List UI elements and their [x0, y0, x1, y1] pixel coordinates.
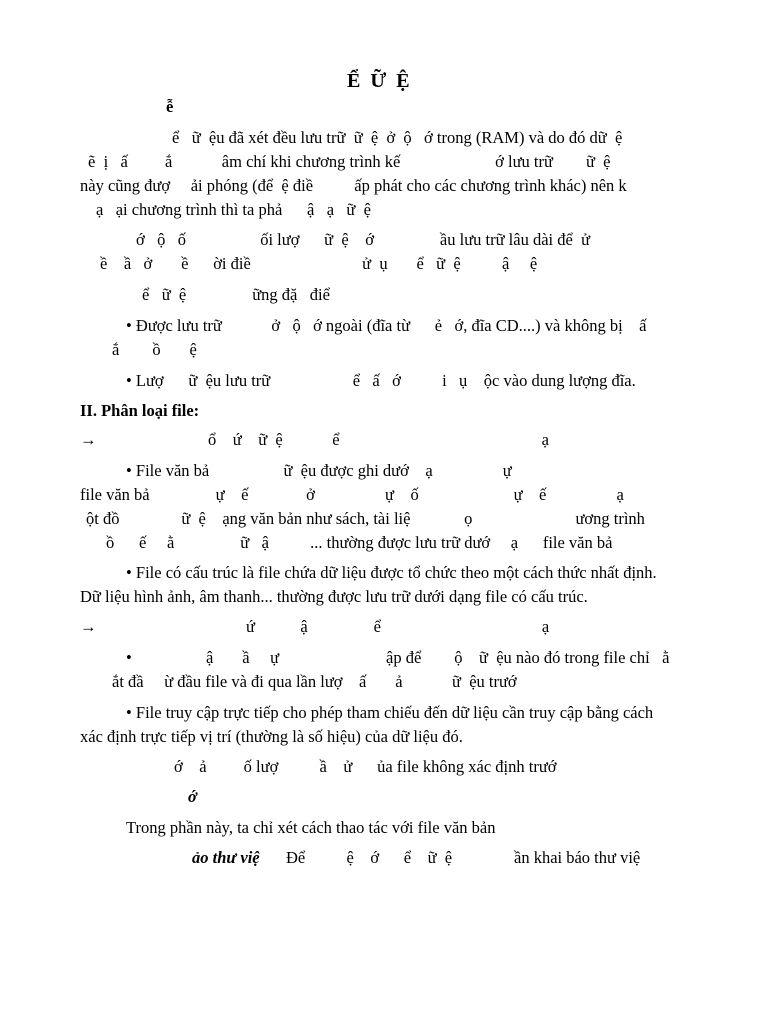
section-heading: II. Phân loại file: [80, 401, 200, 420]
section-heading: ảo thư việ [192, 848, 260, 867]
text-line: ắ ồ ệ [112, 340, 197, 359]
text-line: ập để ộ ữ ệu nào đó trong file chỉ ằ [386, 648, 670, 667]
bullet-line: • [126, 648, 132, 667]
document-title: Ể Ữ Ệ [347, 70, 410, 92]
text-line: ể ữ ệu đã xét đều lưu trữ ữ ệ ở ộ ớ trong (RAM) và do đó dữ ệ [172, 128, 623, 147]
bullet-line: • Lượ ữ ệu lưu trữ ể ấ ớ i ụ ộc vào dung lượng đĩa. [126, 371, 636, 390]
bullet-line: • Được lưu trữ ở ộ ớ ngoài (đĩa từ ẻ ớ, đĩa CD....) và không bị ấ [126, 316, 647, 335]
arrow-icon: → [80, 617, 97, 636]
text-line: Trong phần này, ta chỉ xét cách thao tác với file văn bản [126, 818, 496, 837]
text-line: Dữ liệu hình ảnh, âm thanh... thường được lưu trữ dưới dạng file có cấu trúc. [80, 587, 588, 606]
text-line: này cũng đượ ải phóng (để ệ điề ấp phát cho các chương trình khác) nên k [80, 176, 627, 195]
bullet-line: • File truy cập trực tiếp cho phép tham chiếu đến dữ liệu cần truy cập bằng cách [126, 703, 654, 722]
text-line: ứ ậ ể ạ [246, 617, 550, 636]
text-line: ẽ ị ấ ắ âm chí khi chương trình kế ớ lưu trữ ữ ệ [88, 152, 611, 171]
text-line: ớ ộ ố ối lượ ữ ệ ớ ầu lưu trữ lâu dài để ử [136, 230, 591, 249]
bullet-line: • File văn bả ữ ệu được ghi dướ ạ ự [126, 461, 512, 480]
text-line: ạ ại chương trình thì ta phả ậ ạ ữ ệ [96, 200, 371, 219]
section-heading: ễ [166, 97, 174, 116]
text-line: Để ệ ớ ể ữ ệ ần khai báo thư việ [286, 848, 641, 867]
text-line: ậ ầ ự [206, 648, 280, 667]
text-line: ể ữ ệ ững đặ điể [142, 285, 330, 304]
bullet-line: • File có cấu trúc là file chứa dữ liệu được tổ chức theo một cách thức nhất định. [126, 563, 657, 582]
text-line: ồ ế ằ ữ ậ ... thường được lưu trữ dướ ạ file văn bả [106, 533, 613, 552]
text-line: xác định trực tiếp vị trí (thường là số hiệu) của dữ liệu đó. [80, 727, 463, 746]
arrow-icon: → [80, 430, 97, 449]
text-line: ột đồ ữ ệ ạng văn bản như sách, tài liệ ọ ương trình [86, 509, 645, 528]
section-heading: ớ [188, 787, 197, 806]
text-line: ắt đầ ừ đầu file và đi qua lần lượ ấ ả ữ ệu trướ [112, 672, 517, 691]
text-line: ổ ứ ữ ệ ể ạ [208, 430, 549, 449]
text-line: ớ ả ố lượ ầ ử ủa file không xác định trướ [174, 757, 557, 776]
text-line: file văn bả ự ế ở ự ố ự ế ạ [80, 485, 624, 504]
text-line: ề ầ ở ề ời điề ử ụ ể ữ ệ ậ ệ [100, 254, 538, 273]
